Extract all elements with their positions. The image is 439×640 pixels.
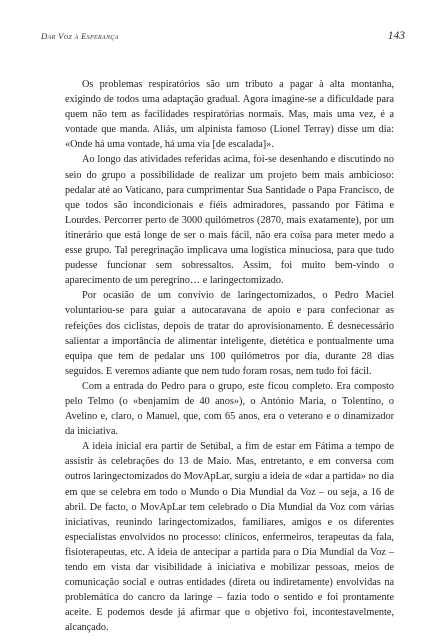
running-header xyxy=(41,30,405,44)
paragraph: A ideia inicial era partir de Setúbal, a fim de estar em Fátima a tempo de assistir às celebrações do 13 de Maio. Mas, entretanto, e em conversa com outros laringectomizados do MovApLar, surgiu a ideia de «dar a partida» no dia em que se celebra em todo o Mundo o Dia Mundial da Voz – ou seja, a 16 de abril. De facto, o MovApLar tem celebrado o Dia Mundial da Voz com várias iniciativas, reunindo laringectomizados, familiares, amigos e os diferentes especialistas envolvidos no processo: clínicos, enfermeiros, terapeutas da fala, fisioterapeutas, etc. A ideia de antecipar a partida para o Dia Mundial da Voz – tendo em vista dar visibilidade à iniciativa e mobilizar pessoas, meios de comunicação social e outras entidades (direta ou indiretamente) envolvidas na problemática do cancro da laringe – fazia todo o sentido e foi prontamente aceite. E podemos desde já afirmar que o objetivo foi, incontestavelmente, alcançado. xyxy=(65,441,394,634)
paragraph: Os problemas respiratórios são um tributo a pagar à alta montanha, exigindo de todos uma adaptação gradual. Agora imagine-se a dificuldade para quem não tem as facilidades respiratórias normais. Mas, mais uma vez, é a vontade que manda. Aliás, um alpinista famoso (Lionel Terray) disse um dia: «Onde há uma vontade, há uma via [de escalada]». xyxy=(65,79,394,151)
paragraph: Ao longo das atividades referidas acima, foi-se desenhando e discutindo no seio do grupo a possibilidade de realizar um projeto bem mais ambicioso: pedalar até ao Vaticano, para cumprimentar Sua Santidade o Papa Francisco, de que todos são incondicionais e fiéis admiradores, passando por Fátima e Lourdes. Percorrer perto de 3000 quilómetros (2870, mais exatamente), por um itinerário que está longe de ser o mais fácil, não era coisa para meter medo a esse grupo. Tal peregrinação implicava uma logística minuciosa, para que tudo pudesse funcionar sem sobressaltos. Assim, foi muito bem-vindo o aparecimento de um peregrino… e laringectomizado. xyxy=(65,154,394,287)
paragraph: Com a entrada do Pedro para o grupo, este ficou completo. Era composto pelo Telmo (o «benjamim de 40 anos»), o António Maria, o Tolentino, o Avelino e, claro, o Manuel, que, com 65 anos, era o veterano e o dinamizador da iniciativa. xyxy=(65,380,394,438)
running-title: Dar Voz à Esperança xyxy=(41,31,119,41)
body-text xyxy=(65,77,394,635)
paragraph: Por ocasião de um convívio de laringectomizados, o Pedro Maciel voluntariou-se para guiar a autocaravana de apoio e para confecionar as refeições dos ciclistas, depois de tratar do aprovisionamento. É desnecessário salientar a importância de alimentar inteligente, dietética e pontualmente uma equipa que tem de pedalar uns 100 quilómetros por dia, durante 28 dias seguidos. E veremos adiante que nem tudo foram rosas, nem tudo foi fácil. xyxy=(65,290,394,377)
page-number: 143 xyxy=(387,30,405,42)
